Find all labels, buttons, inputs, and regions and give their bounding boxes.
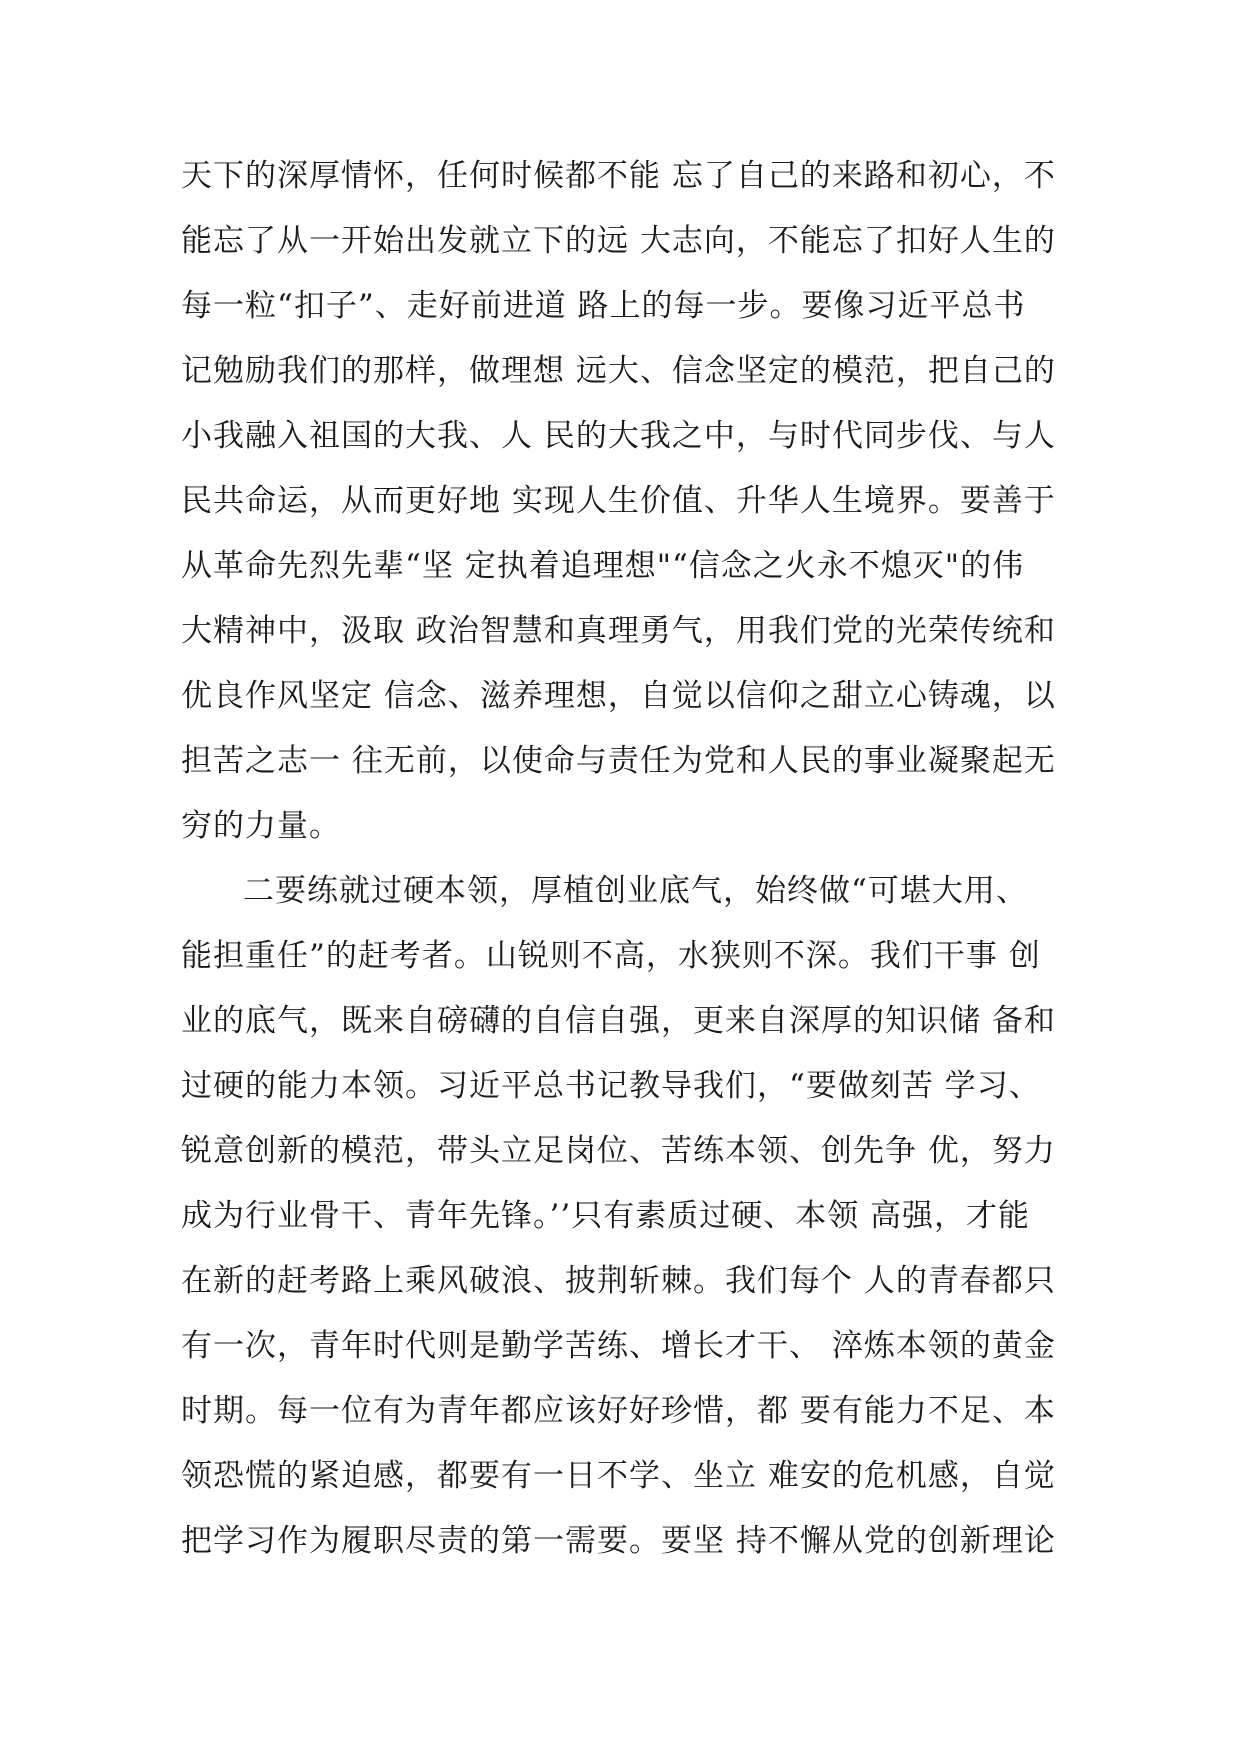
text-line: 在新的赶考路上乘风破浪、披荆斩棘。我们每个 人的青春都只: [181, 1263, 1056, 1299]
document-body: [181, 144, 1081, 1574]
text-line: 业的底气，既来自磅礴的自信自强，更来自深厚的知识储 备和: [181, 1003, 1056, 1039]
paragraph-1: [181, 144, 1081, 859]
paragraph-2: [181, 859, 1081, 1574]
text-line: 能担重任”的赶考者。山锐则不高，水狭则不深。我们干事 创: [181, 938, 1041, 974]
text-line: 过硬的能力本领。习近平总书记教导我们，“要做刻苦 学习、: [181, 1068, 1041, 1104]
text-line: 穷的力量。: [181, 808, 341, 844]
text-line: 二要练就过硬本领，厚植创业底气，始终做“可堪大用、: [243, 873, 1028, 909]
text-line: 小我融入祖国的大我、人 民的大我之中，与时代同步伐、与人: [181, 418, 1056, 454]
text-line: 有一次，青年时代则是勤学苦练、增长才干、 淬炼本领的黄金: [181, 1328, 1056, 1364]
text-line: 优良作风坚定 信念、滋养理想，自觉以信仰之甜立心铸魂，以: [181, 678, 1056, 714]
text-line: 把学习作为履职尽责的第一需要。要坚 持不懈从党的创新理论: [181, 1523, 1056, 1559]
text-line: 记勉励我们的那样，做理想 远大、信念坚定的模范，把自己的: [181, 353, 1056, 389]
text-line: 能忘了从一开始出发就立下的远 大志向，不能忘了扣好人生的: [181, 223, 1056, 259]
text-line: 民共命运，从而更好地 实现人生价值、升华人生境界。要善于: [181, 483, 1056, 519]
text-line: 从革命先烈先辈“坚 定执着追理想"“信念之火永不熄灭"的伟: [181, 548, 1025, 584]
text-line: 天下的深厚情怀，任何时候都不能 忘了自己的来路和初心，不: [181, 158, 1056, 194]
text-line: 锐意创新的模范，带头立足岗位、苦练本领、创先争 优，努力: [181, 1133, 1056, 1169]
text-line: 大精神中，汲取 政治智慧和真理勇气，用我们党的光荣传统和: [181, 613, 1056, 649]
text-line: 领恐慌的紧迫感，都要有一日不学、坐立 难安的危机感，自觉: [181, 1458, 1056, 1494]
text-line: 每一粒“扣子”、走好前进道 路上的每一步。要像习近平总书: [181, 288, 1026, 324]
text-line: 成为行业骨干、青年先锋。’’只有素质过硬、本领 高强，才能: [181, 1198, 1031, 1234]
text-line: 时期。每一位有为青年都应该好好珍惜，都 要有能力不足、本: [181, 1393, 1056, 1429]
text-line: 担苦之志一 往无前，以使命与责任为党和人民的事业凝聚起无: [181, 743, 1056, 779]
